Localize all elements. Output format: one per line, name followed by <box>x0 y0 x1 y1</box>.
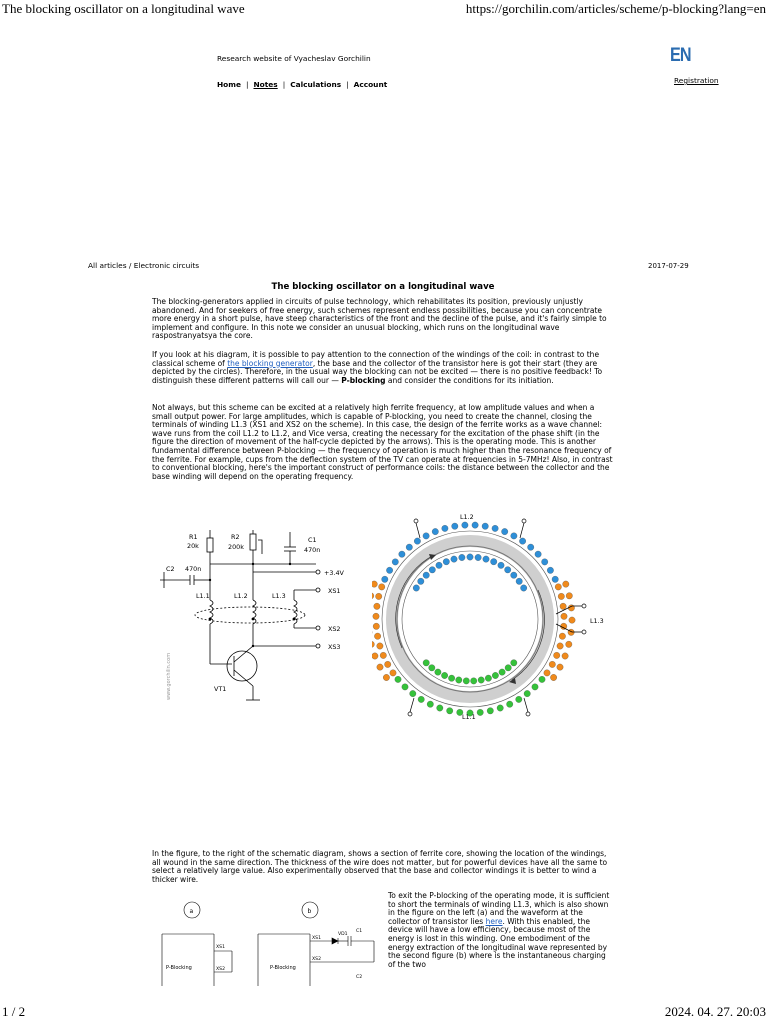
winding-l11-dot <box>471 678 477 684</box>
winding-l11-dot <box>456 677 462 683</box>
winding-l12-dot <box>542 559 548 565</box>
winding-l11-dot <box>477 709 483 715</box>
l12-label: L1.2 <box>234 592 248 600</box>
winding-l13-dot <box>373 613 379 619</box>
paragraph-excitation: Not always, but this scheme can be excited at a relatively high ferrite frequency, at low amplitude values and when a small output power. For large amplitudes, which is capable of P-blocking, you need to create the channel, closing the terminals of winding L1.3 (XS1 and XS2 on the scheme). In this case, the design of the ferrite works as a wave channel: wave runs from the coil L1.2 to L1.2, and Vice versa, creating the necessary for the excitation of the phase shift (in the figure the direction of movement of the half-cycle depicted by the arrows). This is the operating mode. This is another fundamental difference between P-blocking — the frequency of operation is much higher than the resonance frequency of the ferrite. For example, cups from the deflection system of the TV can operate at frequencies in 5-7MHz! Also, in contrast to conventional blocking, here's the important construct of performance coils: the distance between the collector and the base winding will depend on the operating frequency. <box>152 403 613 481</box>
watermark: www.gorchilin.com <box>166 652 172 700</box>
xs1-label: XS1 <box>328 587 341 595</box>
l13-label: L1.3 <box>272 592 286 600</box>
r2-label: R2 <box>231 533 240 541</box>
winding-l12-dot <box>399 551 405 557</box>
winding-l13-dot <box>561 613 567 619</box>
winding-l11-dot <box>505 665 511 671</box>
print-timestamp: 2024. 04. 27. 20:03 <box>664 1004 766 1019</box>
language-switch[interactable]: EN <box>670 45 691 66</box>
winding-l13-dot <box>562 653 568 659</box>
winding-l12-dot <box>483 556 489 562</box>
winding-l13-dot <box>563 581 569 587</box>
winding-l12-dot <box>467 554 473 560</box>
winding-l11-dot <box>427 701 433 707</box>
winding-l13-dot <box>566 641 572 647</box>
winding-l11-dot <box>487 708 493 714</box>
paragraph-intro: The blocking-generators applied in circuits of pulse technology, which rehabilitates its position, previously unjustly abandoned. And for seekers of free energy, such schemes represent endless possibilities, because you can concentrate more energy in a short pulse, have steep characteristics of the front and the decline of the pulse, and it's fairly simple to implement and configure. In this note we consider an unusual blocking, which runs on the longitudinal wave raspostranyatsya the core. <box>152 297 607 341</box>
winding-l12-dot <box>511 572 517 578</box>
nav-notes[interactable]: Notes <box>253 80 278 89</box>
winding-l11-dot <box>516 696 522 702</box>
fig-b-xs2: XS2 <box>312 957 321 962</box>
vt1-label: VT1 <box>214 685 227 693</box>
winding-l11-dot <box>441 672 447 678</box>
winding-l12-dot <box>406 544 412 550</box>
winding-l11-dot <box>448 675 454 681</box>
winding-l12-dot <box>459 554 465 560</box>
article-date: 2017-07-29 <box>648 262 689 270</box>
winding-l12-dot <box>511 533 517 539</box>
core-l12-label: L1.2 <box>460 513 474 521</box>
blocking-generator-link[interactable]: the blocking generator <box>227 358 313 368</box>
winding-l11-dot <box>511 660 517 666</box>
winding-l13-dot <box>560 603 566 609</box>
schematic-diagram <box>150 520 372 710</box>
print-header-url: https://gorchilin.com/articles/scheme/p-blocking?lang=en <box>465 1 766 16</box>
winding-l13-dot <box>544 670 550 676</box>
winding-l11-dot <box>429 665 435 671</box>
winding-l12-dot <box>443 559 449 565</box>
winding-l13-dot <box>390 670 396 676</box>
winding-l13-dot <box>372 593 374 599</box>
winding-l13-dot <box>554 652 560 658</box>
ferrite-core-diagram <box>372 508 612 726</box>
paragraph-operating-mode: To exit the P-blocking of the operating mode, it is sufficient to short the terminals of winding L1.3, which is also shown in the figure on the left (a) and the waveform at the collector of transistor lies here. With this enabled, the device will have a low efficiency, because most of the energy is lost in this winding. One embodiment of the energy extraction of the longitudinal wave represented by the second figure (b) where is the instantaneous charging of the two <box>388 891 610 969</box>
winding-l11-dot <box>507 701 513 707</box>
winding-l12-dot <box>516 578 522 584</box>
winding-l12-dot <box>436 562 442 568</box>
winding-l11-dot <box>524 690 530 696</box>
winding-l13-dot <box>558 593 564 599</box>
winding-l12-dot <box>521 585 527 591</box>
winding-l11-dot <box>423 660 429 666</box>
fig-b-block-label: P-Blocking <box>270 965 296 971</box>
winding-l11-dot <box>395 676 401 682</box>
fig-b-c1: C1 <box>356 929 363 934</box>
winding-l12-dot <box>552 576 558 582</box>
winding-l13-dot <box>372 653 378 659</box>
breadcrumb <box>88 261 199 270</box>
c2-label: C2 <box>166 565 175 573</box>
paragraph-diagram: If you look at his diagram, it is possible to pay attention to the connection of the windings of the coil: in contrast to the classical scheme of the blocking generator, the base and the collector of the transistor here is got their start (they are depicted by the circles). Therefore, in the usual way the blocking can not be excited — there is no positive feedback! To distinguish these different patterns will call our — P-blocking and consider the conditions for its initiation. <box>152 350 603 385</box>
winding-l11-dot <box>410 690 416 696</box>
winding-l11-dot <box>478 677 484 683</box>
winding-l12-dot <box>505 567 511 573</box>
breadcrumb-all-articles[interactable]: All articles <box>88 261 127 270</box>
winding-l12-dot <box>414 538 420 544</box>
winding-l12-dot <box>547 567 553 573</box>
winding-l12-dot <box>502 528 508 534</box>
main-nav <box>217 80 387 89</box>
r1-label: R1 <box>189 533 198 541</box>
winding-l12-dot <box>462 522 468 528</box>
winding-l11-dot <box>492 672 498 678</box>
winding-l12-dot <box>382 576 388 582</box>
breadcrumb-category[interactable]: Electronic circuits <box>133 261 200 270</box>
fig-a-xs1: XS1 <box>216 945 225 950</box>
winding-l12-dot <box>475 554 481 560</box>
fig-b-xs1: XS1 <box>312 936 321 941</box>
winding-l12-dot <box>413 585 419 591</box>
winding-l12-dot <box>451 556 457 562</box>
article-title: The blocking oscillator on a longitudinal wave <box>271 282 495 292</box>
winding-l11-dot <box>485 675 491 681</box>
winding-l13-dot <box>372 581 377 587</box>
nav-calculations[interactable]: Calculations <box>290 80 342 89</box>
winding-l12-dot <box>519 538 525 544</box>
vplus-label: +3.4V <box>324 569 344 577</box>
page-counter: 1 / 2 <box>2 1004 26 1019</box>
breadcrumb-separator: / <box>128 261 132 270</box>
winding-l13-dot <box>376 593 382 599</box>
winding-l13-dot <box>550 674 556 680</box>
winding-l11-dot <box>402 684 408 690</box>
winding-l12-dot <box>472 522 478 528</box>
winding-l12-dot <box>482 523 488 529</box>
fig-b-c2: C2 <box>356 975 363 980</box>
waveform-here-link[interactable]: here <box>485 916 503 926</box>
winding-l13-dot <box>569 617 575 623</box>
winding-l13-dot <box>566 593 572 599</box>
winding-l12-dot <box>492 525 498 531</box>
winding-l12-dot <box>528 544 534 550</box>
nav-separator: | <box>346 80 349 89</box>
winding-l13-dot <box>379 584 385 590</box>
winding-l12-dot <box>491 559 497 565</box>
winding-l13-dot <box>380 652 386 658</box>
winding-l12-dot <box>392 559 398 565</box>
winding-l13-dot <box>372 641 374 647</box>
fig-b-label: b <box>307 908 312 915</box>
site-tagline: Research website of Vyacheslav Gorchilin <box>217 54 371 63</box>
winding-l13-dot <box>555 584 561 590</box>
print-header-title: The blocking oscillator on a longitudinal wave <box>2 1 245 16</box>
winding-l13-dot <box>559 633 565 639</box>
winding-l13-dot <box>373 623 379 629</box>
winding-l12-dot <box>423 572 429 578</box>
nav-separator: | <box>245 80 249 89</box>
winding-l11-dot <box>532 684 538 690</box>
winding-l11-dot <box>418 696 424 702</box>
winding-l12-dot <box>423 533 429 539</box>
xs2-label: XS2 <box>328 625 341 633</box>
core-l11-label: L1.1 <box>462 713 476 721</box>
r1-value: 20k <box>187 542 199 550</box>
fig-a-label: a <box>189 908 194 915</box>
winding-l11-dot <box>463 678 469 684</box>
winding-l13-dot <box>377 664 383 670</box>
winding-l13-dot <box>549 661 555 667</box>
nav-account[interactable]: Account <box>353 80 388 89</box>
winding-l13-dot <box>383 674 389 680</box>
nav-home[interactable]: Home <box>217 80 241 89</box>
winding-l12-dot <box>418 578 424 584</box>
nav-separator: | <box>282 80 286 89</box>
winding-l13-dot <box>385 661 391 667</box>
winding-l12-dot <box>386 567 392 573</box>
winding-l13-dot <box>557 664 563 670</box>
winding-l11-dot <box>497 705 503 711</box>
winding-l11-dot <box>539 676 545 682</box>
winding-l13-dot <box>374 603 380 609</box>
winding-l13-dot <box>557 643 563 649</box>
winding-l12-dot <box>432 528 438 534</box>
winding-l11-dot <box>435 669 441 675</box>
fig-a-xs2: XS2 <box>216 967 225 972</box>
c1-label: C1 <box>308 536 317 544</box>
c2-value: 470n <box>185 565 202 573</box>
figure-a-b <box>152 896 382 992</box>
c1-value: 470n <box>304 546 321 554</box>
winding-l13-dot <box>377 643 383 649</box>
winding-l11-dot <box>447 708 453 714</box>
fig-b-vd1: VD1 <box>338 932 348 937</box>
fig-a-block-label: P-Blocking <box>166 965 192 971</box>
winding-l11-dot <box>499 669 505 675</box>
paragraph-core: In the figure, to the right of the schematic diagram, shows a section of ferrite core, showing the location of the windings, all wound in the same direction. The thickness of the wire does not matter, but for powerful devices have all the same to select a relatively large value. Also experimentally observed that the base and collector windings it is better to wind a thicker wire. <box>152 849 608 884</box>
xs3-label: XS3 <box>328 643 341 651</box>
winding-l12-dot <box>442 525 448 531</box>
r2-value: 200k <box>228 543 244 551</box>
winding-l11-dot <box>437 705 443 711</box>
winding-l12-dot <box>498 562 504 568</box>
winding-l12-dot <box>429 567 435 573</box>
registration-link[interactable]: Registration <box>674 76 719 85</box>
winding-l12-dot <box>535 551 541 557</box>
core-l13-label: L1.3 <box>590 617 604 625</box>
winding-l13-dot <box>374 633 380 639</box>
winding-l13-dot <box>561 623 567 629</box>
winding-l12-dot <box>452 523 458 529</box>
l11-label: L1.1 <box>196 592 210 600</box>
